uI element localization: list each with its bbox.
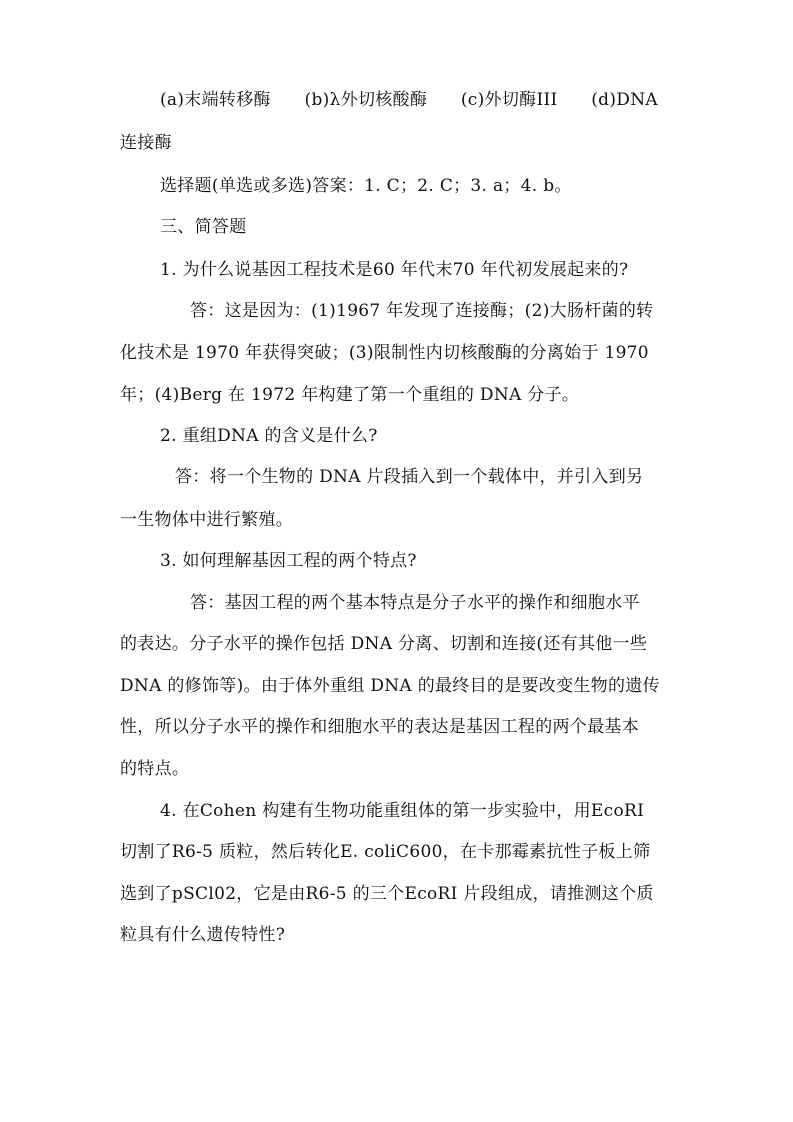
answer-1-line-3: 年；(4)Berg 在 1972 年构建了第一个重组的 DNA 分子。 — [120, 385, 580, 405]
question-4-line-1: 4. 在Cohen 构建有生物功能重组体的第一步实验中，用EcoRI — [160, 801, 645, 821]
question-4-line-4: 粒具有什么遗传特性? — [120, 925, 286, 945]
answer-3-line-2: 的表达。分子水平的操作包括 DNA 分离、切割和连接(还有其他一些 — [120, 634, 648, 654]
answer-2-line-2: 一生物体中进行繁殖。 — [120, 510, 293, 530]
answer-3-line-1: 答：基因工程的两个基本特点是分子水平的操作和细胞水平 — [190, 593, 640, 613]
option-b: (b)λ外切核酸酶 — [304, 90, 428, 110]
answer-3-line-4: 性，所以分子水平的操作和细胞水平的表达是基因工程的两个最基本 — [120, 717, 639, 737]
question-3: 3. 如何理解基因工程的两个特点? — [160, 551, 417, 571]
option-d-continuation: 连接酶 — [120, 133, 172, 153]
answer-2-line-1: 答：将一个生物的 DNA 片段插入到一个载体中，并引入到另 — [175, 467, 644, 487]
options-line — [160, 88, 658, 112]
answer-1-line-1: 答：这是因为：(1)1967 年发现了连接酶；(2)大肠杆菌的转 — [190, 301, 654, 321]
answer-3-line-3: DNA 的修饰等)。由于体外重组 DNA 的最终目的是要改变生物的遗传 — [120, 676, 660, 696]
answer-key: 选择题(单选或多选)答案：1. C；2. C；3. a；4. b。 — [160, 176, 572, 196]
answer-3-line-5: 的特点。 — [120, 759, 190, 779]
option-d: (d)DNA — [591, 90, 658, 110]
question-1: 1. 为什么说基因工程技术是60 年代末70 年代初发展起来的? — [160, 260, 629, 280]
answer-1-line-2: 化技术是 1970 年获得突破；(3)限制性内切核酸酶的分离始于 1970 — [120, 343, 649, 363]
question-4-line-2: 切割了R6-5 质粒，然后转化E. coliC600，在卡那霉素抗性子板上筛 — [120, 842, 651, 862]
section-title: 三、简答题 — [160, 217, 247, 237]
option-a: (a)末端转移酶 — [160, 90, 271, 110]
question-2: 2. 重组DNA 的含义是什么? — [160, 426, 378, 446]
option-c: (c)外切酶III — [460, 90, 558, 110]
question-4-line-3: 选到了pSCl02，它是由R6-5 的三个EcoRI 片段组成，请推测这个质 — [120, 884, 654, 904]
